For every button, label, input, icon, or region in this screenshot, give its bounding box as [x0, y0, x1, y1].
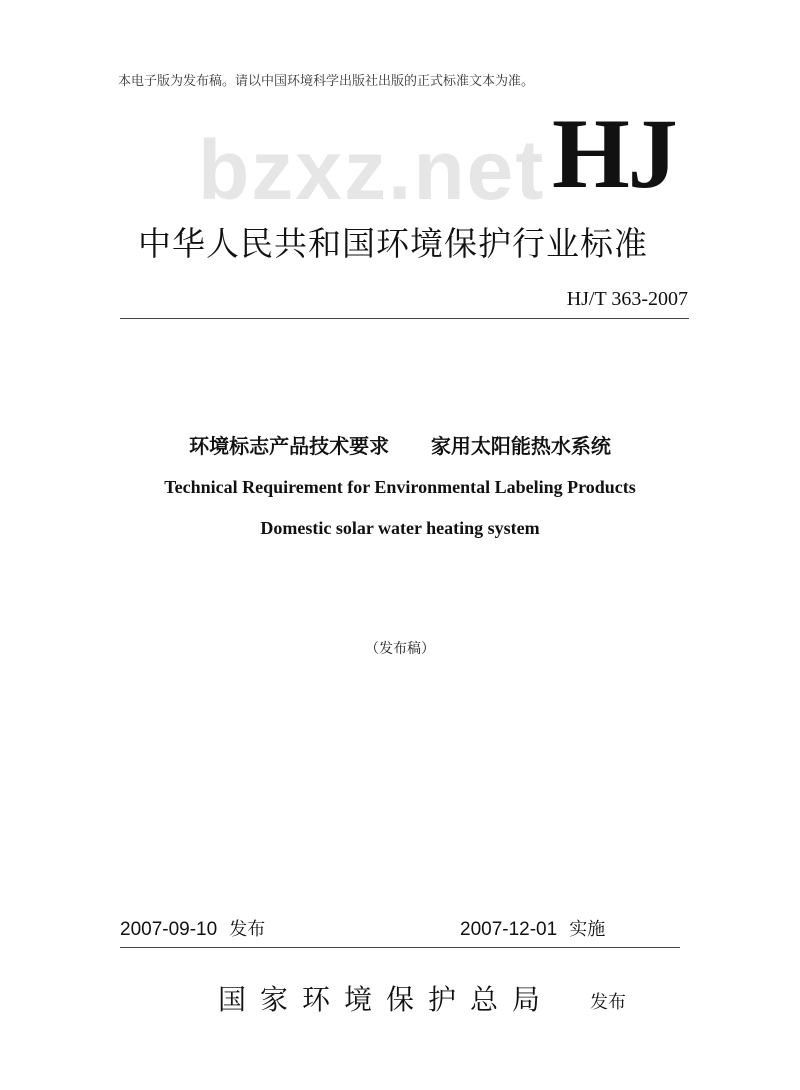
document-title-en-line1: Technical Requirement for Environmental Labeling Products — [164, 477, 636, 497]
implement-label: 实施 — [569, 919, 606, 940]
issue-label: 发布 — [229, 919, 266, 940]
site-watermark: bzxz.net — [198, 123, 546, 217]
implement-date-block — [460, 915, 605, 941]
standard-code: HJ/T 363-2007 — [566, 288, 688, 310]
publication-notice: 本电子版为发布稿。请以中国环境科学出版社出版的正式标准文本为准。 — [118, 74, 535, 89]
footer-divider — [120, 947, 680, 948]
standard-type-heading: 中华人民共和国环境保护行业标准 — [138, 224, 648, 263]
standard-logo: HJ — [552, 98, 676, 209]
document-title-en-line2: Domestic solar water heating system — [260, 518, 540, 538]
implement-date: 2007-12-01 — [460, 919, 558, 940]
header-divider — [120, 318, 689, 319]
issuing-authority: 国家环境保护总局 — [218, 983, 555, 1016]
issue-date-block — [120, 915, 265, 941]
issue-date: 2007-09-10 — [120, 919, 218, 940]
draft-status-label: （发布稿） — [365, 641, 435, 657]
document-title-cn: 环境标志产品技术要求 家用太阳能热水系统 — [189, 434, 611, 458]
issuing-label: 发布 — [590, 992, 626, 1013]
